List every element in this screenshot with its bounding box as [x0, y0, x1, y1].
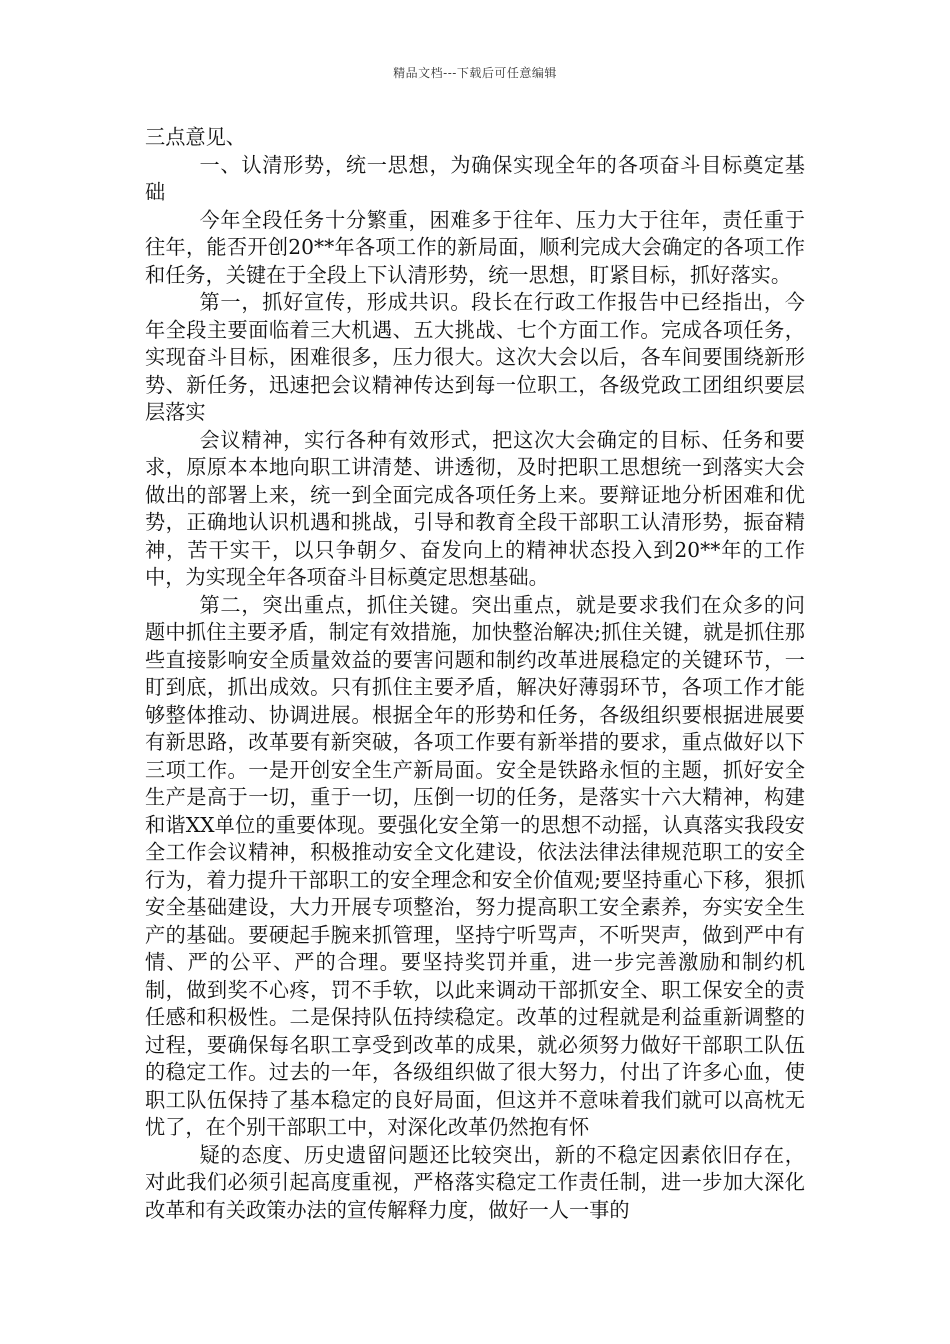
paragraph-second-point: 第二，突出重点，抓住关键。突出重点，就是要求我们在众多的问题中抓住主要矛盾，制定有效措施，加快整治解决;抓住关键，就是抓住那些直接影响安全质量效益的要害问题和制约改革进展稳定的关键环节，一盯到底，抓出成效。只有抓住主要矛盾，解决好薄弱环节，各项工作才能够整体推动、协调进展。根据全年的形势和任务，各级组织要根据进展要有新思路，改革要有新突破，各项工作要有新举措的要求，重点做好以下三项工作。一是开创安全生产新局面。安全是铁路永恒的主题，抓好安全生产是高于一切，重于一切，压倒一切的任务，是落实十六大精神，构建和谐XX单位的重要体现。要强化安全第一的思想不动摇，认真落实我段安全工作会议精神，积极推动安全文化建设，依法法律法律规范职工的安全行为，着力提升干部职工的安全理念和安全价值观;要坚持重心下移，狠抓安全基础建设，大力开展专项整治，努力提高职工安全素养，夯实安全生产的基础。要硬起手腕来抓管理，坚持宁听骂声，不听哭声，做到严中有情、严的公平、严的合理。要坚持奖罚并重，进一步完善激励和制约机制，做到奖不心疼，罚不手软，以此来调动干部抓安全、职工保安全的责任感和积极性。二是保持队伍持续稳定。改革的过程就是利益重新调整的过程，要确保每名职工享受到改革的成果，就必须努力做好干部职工队伍的稳定工作。过去的一年，各级组织做了很大努力，付出了许多心血，使职工队伍保持了基本稳定的良好局面，但这并不意味着我们就可以高枕无忧了，在个别干部职工中，对深化改革仍然抱有怀: [145, 592, 805, 1139]
paragraph-first-point: 第一，抓好宣传，形成共识。段长在行政工作报告中已经指出，今年全段主要面临着三大机遇、五大挑战、七个方面工作。完成各项任务，实现奋斗目标，困难很多，压力很大。这次大会以后，各车间要围绕新形势、新任务，迅速把会议精神传达到每一位职工，各级党政工团组织要层层落实: [145, 290, 805, 424]
paragraph-section-one-title: 一、认清形势，统一思想，为确保实现全年的各项奋斗目标奠定基础: [145, 152, 805, 204]
paragraph-heading-opinions: 三点意见、: [145, 125, 246, 149]
paragraph-meeting-spirit: 会议精神，实行各种有效形式，把这次大会确定的目标、任务和要求，原原本本地向职工讲清楚、讲透彻，及时把职工思想统一到落实大会做出的部署上来，统一到全面完成各项任务上来。要辩证地分析困难和优势，正确地认识机遇和挑战，引导和教育全段干部职工认清形势，振奋精神，苦干实干，以只争朝夕、奋发向上的精神状态投入到20**年的工作中，为实现全年各项奋斗目标奠定思想基础。: [145, 427, 805, 589]
document-body: [145, 124, 805, 1224]
paragraph-intro: 今年全段任务十分繁重，困难多于往年、压力大于往年，责任重于往年，能否开创20**年各项工作的新局面，顺利完成大会确定的各项工作和任务，关键在于全段上下认清形势，统一思想，盯紧目标，抓好落实。: [145, 207, 805, 287]
page-header: 精品文档---下载后可任意编辑: [393, 66, 557, 80]
paragraph-continued: 疑的态度、历史遗留问题还比较突出，新的不稳定因素依旧存在，对此我们必须引起高度重视，严格落实稳定工作责任制，进一步加大深化改革和有关政策办法的宣传解释力度，做好一人一事的: [145, 1142, 805, 1222]
